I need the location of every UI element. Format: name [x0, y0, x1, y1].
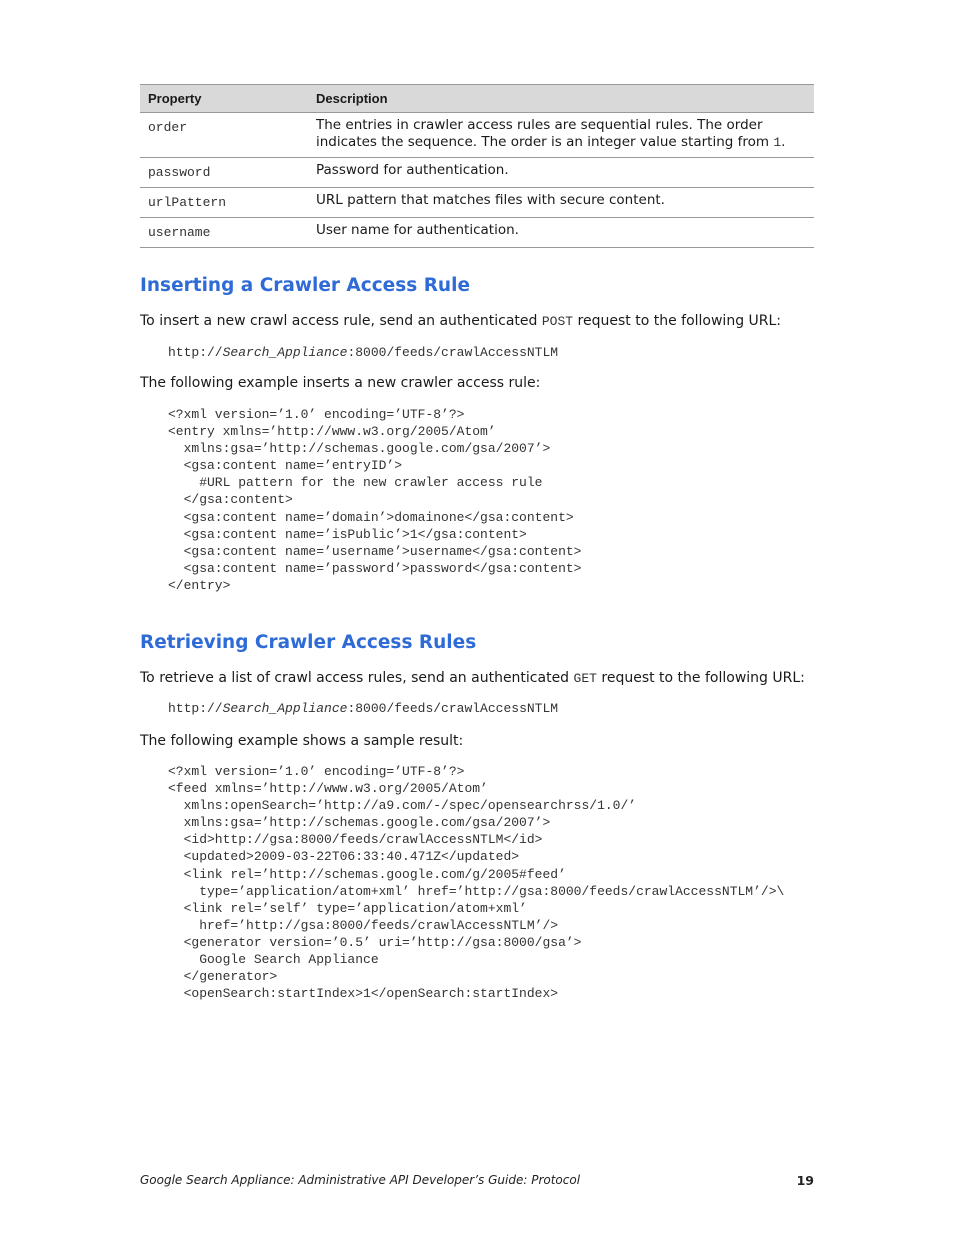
section-intro-inserting: To insert a new crawl access rule, send an authenticated POST request to the following URL:	[140, 313, 782, 329]
endpoint-url-insert: http://Search_Appliance:8000/feeds/crawlAccessNTLM	[168, 345, 559, 360]
column-header-property: Property	[140, 85, 308, 113]
property-description: Password for authentication.	[308, 158, 814, 188]
example-intro-insert: The following example inserts a new crawler access rule:	[140, 375, 541, 391]
code-block-insert: <?xml version=’1.0’ encoding=’UTF-8’?> <entry xmlns=’http://www.w3.org/2005/Atom’ xmlns:gsa=’http://schemas.google.com/gsa/2007’> <gsa:content name=’entryID’> #URL pattern for the new crawler access rule </gsa:content> <gsa:content name=’domain’>domainone</gsa:content> <gsa:content name=’isPublic’>1</gsa:content> <gsa:content name=’username’>username</gsa:content> <gsa:content name=’password’>password</gsa:content> </entry>	[168, 407, 582, 593]
section-heading-inserting: Inserting a Crawler Access Rule	[140, 275, 470, 296]
page-number: 19	[796, 1173, 814, 1188]
property-name: order	[140, 113, 308, 158]
endpoint-url-retrieve: http://Search_Appliance:8000/feeds/crawlAccessNTLM	[168, 701, 559, 716]
property-description: The entries in crawler access rules are sequential rules. The order indicates the sequence. The order is an integer value starting from 1.	[308, 113, 814, 158]
property-name: urlPattern	[140, 188, 308, 218]
property-name: password	[140, 158, 308, 188]
table-row	[140, 158, 814, 188]
column-header-description: Description	[308, 85, 814, 113]
code-block-retrieve: <?xml version=’1.0’ encoding=’UTF-8’?> <feed xmlns=’http://www.w3.org/2005/Atom’ xmlns:openSearch=’http://a9.com/-/spec/opensearchrss/1.0/’ xmlns:gsa=’http://schemas.google.com/gsa/2007’> <id>http://gsa:8000/feeds/crawlAccessNTLM</id> <updated>2009-03-22T06:33:40.471Z</updated> <link rel=’http://schemas.google.com/g/2005#feed’ type=’application/atom+xml’ href=’http://gsa:8000/feeds/crawlAccessNTLM’/>\ <link rel=’self’ type=’application/atom+xml’ href=’http://gsa:8000/feeds/crawlAccessNTLM’/> <generator version=’0.5’ uri=’http://gsa:8000/gsa’> Google Search Appliance </generator> <openSearch:startIndex>1</openSearch:startIndex>	[168, 764, 785, 1002]
inline-code: GET	[573, 671, 597, 686]
inline-code: POST	[541, 314, 574, 329]
section-intro-retrieving: To retrieve a list of crawl access rules, send an authenticated GET request to the following URL:	[140, 670, 805, 686]
footer-title: Google Search Appliance: Administrative API Developer’s Guide: Protocol	[140, 1173, 581, 1187]
inline-code: 1	[773, 135, 782, 150]
table-row	[140, 113, 814, 158]
property-description: User name for authentication.	[308, 218, 814, 248]
section-heading-retrieving: Retrieving Crawler Access Rules	[140, 632, 477, 653]
table-row	[140, 188, 814, 218]
property-name: username	[140, 218, 308, 248]
document-page	[140, 84, 814, 1002]
property-description: URL pattern that matches files with secure content.	[308, 188, 814, 218]
property-table	[140, 84, 814, 248]
table-header-row	[140, 85, 814, 113]
table-row	[140, 218, 814, 248]
example-intro-retrieve: The following example shows a sample result:	[140, 733, 464, 749]
